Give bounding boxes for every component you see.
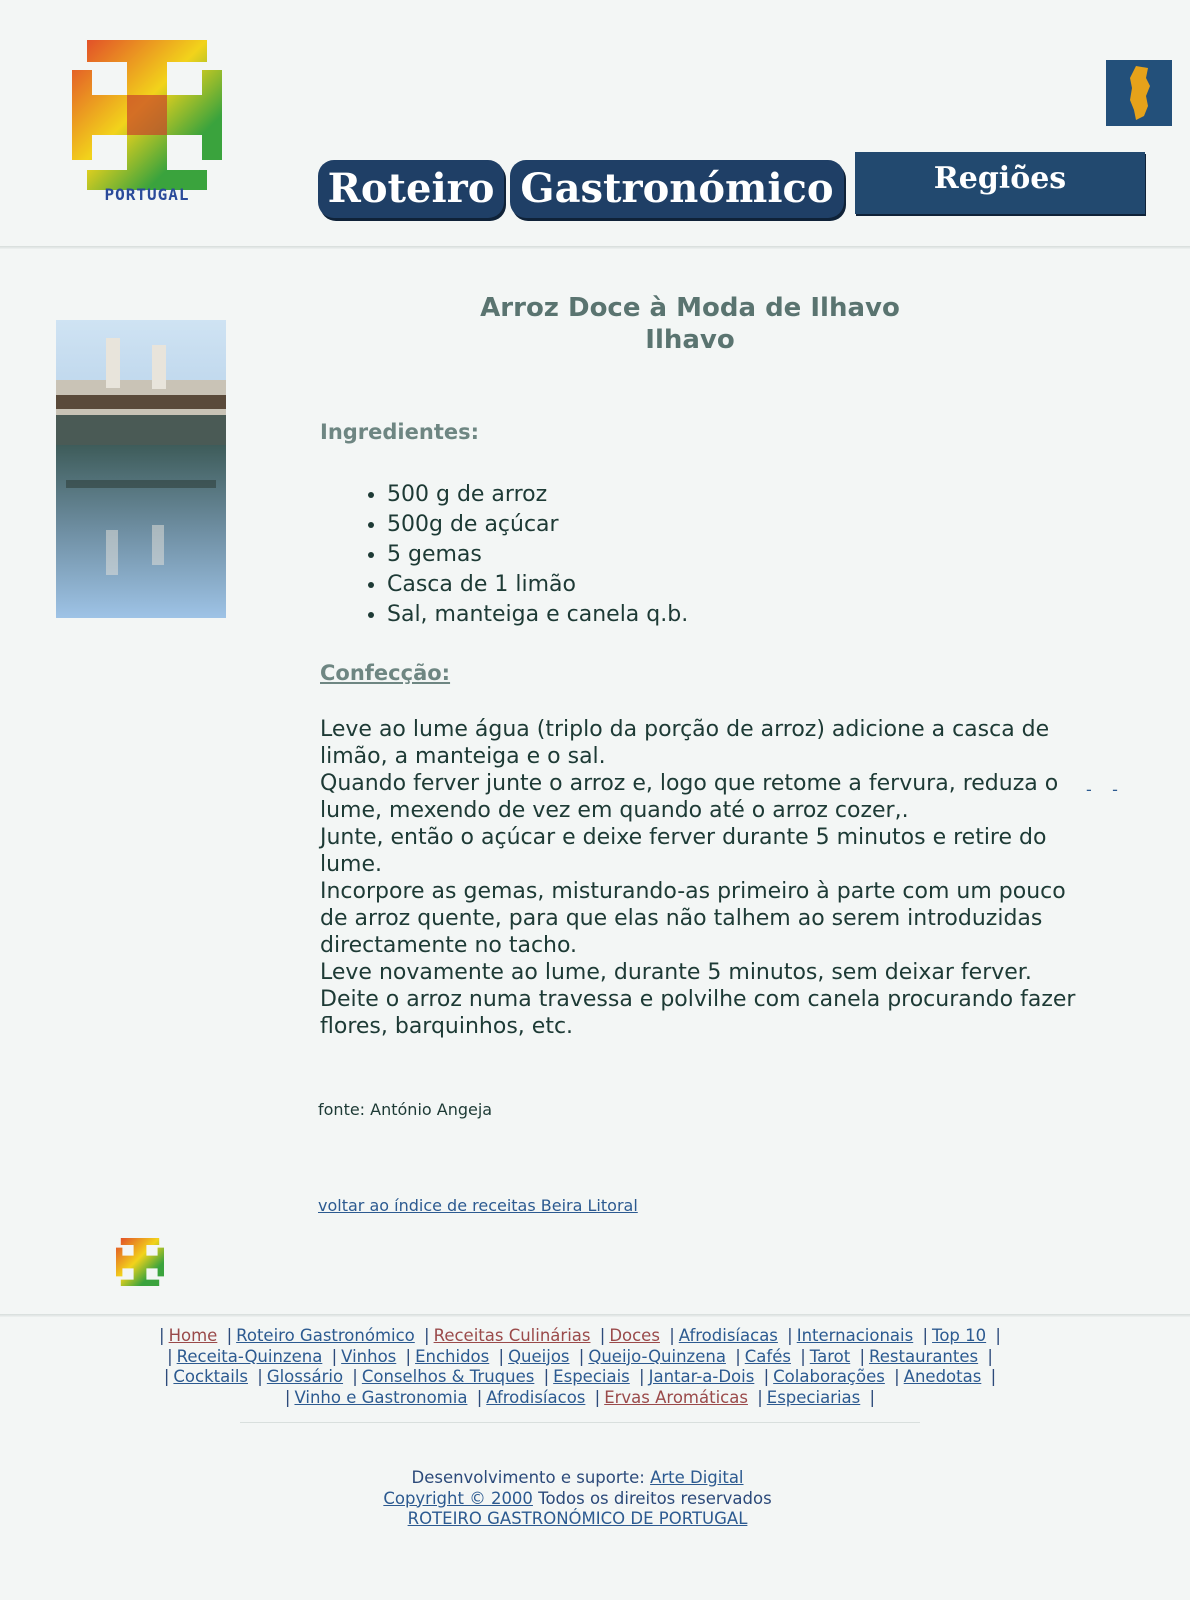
preparation-step: Leve novamente ao lume, durante 5 minutos, sem deixar ferver. (320, 960, 1032, 985)
nav-link-vinhos[interactable]: Vinhos (341, 1346, 397, 1366)
preparation-step: Deite o arroz numa travessa e polvilhe com canela procurando fazer flores, barquinhos, etc. (320, 987, 1076, 1039)
list-item: • Sal, manteiga e canela q.b. (387, 600, 688, 630)
nav-link-anedotas[interactable]: Anedotas (903, 1367, 982, 1386)
nav-link-especiarias[interactable]: Especiarias (766, 1387, 861, 1407)
nav-link-afrodisiacos[interactable]: Afrodisíacos (486, 1387, 586, 1407)
nav-link-home[interactable]: Home (168, 1326, 218, 1345)
footer-nav-row: | Vinho e Gastronomia | Afrodisíacos | Ervas Aromáticas | Especiarias | (284, 1387, 876, 1407)
footer-nav-row: | Home | Roteiro Gastronómico | Receitas Culinárias | Doces | Afrodisíacas | Internacionais | Top 10 | (159, 1326, 1001, 1345)
site-title-gastronomico: Gastronómico (510, 160, 844, 218)
portugal-map-icon[interactable] (1106, 60, 1172, 126)
nav-link-colaboracoes[interactable]: Colaborações (773, 1367, 885, 1386)
nav-link-roteiro[interactable]: Roteiro Gastronómico (236, 1326, 415, 1345)
dev-label: Desenvolvimento e suporte: (411, 1468, 651, 1487)
nav-link-vinho-gastronomia[interactable]: Vinho e Gastronomia (294, 1387, 468, 1407)
ilhavo-photo (56, 320, 226, 618)
footer-nav-row: | Receita-Quinzena | Vinhos | Enchidos | Queijos | Queijo-Quinzena | Cafés | Tarot | Restaurantes | (167, 1346, 993, 1366)
nav-link-tarot[interactable]: Tarot (809, 1346, 851, 1366)
list-item: • Casca de 1 limão (387, 570, 688, 600)
decorative-dash: - - (1086, 780, 1118, 799)
recipe-source: fonte: António Angeja (318, 1100, 493, 1119)
nav-link-glossario[interactable]: Glossário (266, 1367, 344, 1386)
nav-link-queijos[interactable]: Queijos (508, 1346, 570, 1366)
ingredients-heading: Ingredientes: (320, 420, 479, 444)
list-item: • 500 g de arroz (387, 480, 688, 510)
regions-button[interactable]: Regiões (855, 152, 1145, 214)
copyright-text: Todos os direitos reservados (532, 1488, 772, 1508)
back-to-index-link[interactable]: voltar ao índice de receitas Beira Litoral (318, 1196, 638, 1215)
list-item: • 5 gemas (387, 540, 688, 570)
header-divider (0, 246, 1190, 249)
nav-link-enchidos[interactable]: Enchidos (415, 1346, 490, 1366)
list-item: • 500g de açúcar (387, 510, 688, 540)
footer-divider (0, 1314, 1190, 1317)
preparation-step: Leve ao lume água (triplo da porção de arroz) adicione a casca de limão, a manteiga e o sal. (320, 717, 1050, 769)
nav-link-doces[interactable]: Doces (609, 1326, 660, 1345)
credits-copyright-line (0, 1489, 1155, 1510)
nav-link-receita-quinzena[interactable]: Receita-Quinzena (176, 1346, 323, 1366)
nav-link-restaurantes[interactable]: Restaurantes (869, 1346, 979, 1366)
credits (0, 1468, 1155, 1530)
preparation-heading: Confecção: (320, 661, 451, 685)
recipe-title: Arroz Doce à Moda de Ilhavo (480, 293, 900, 323)
recipe-title-block (320, 292, 1060, 356)
nav-link-receitas[interactable]: Receitas Culinárias (433, 1326, 591, 1345)
footer-rule (240, 1422, 920, 1423)
nav-link-especiais[interactable]: Especiais (553, 1367, 630, 1386)
nav-link-afrodisiacas[interactable]: Afrodisíacas (678, 1326, 778, 1345)
site-home-link[interactable]: ROTEIRO GASTRONÓMICO DE PORTUGAL (407, 1509, 748, 1528)
nav-link-cocktails[interactable]: Cocktails (173, 1367, 248, 1386)
ingredients-list (345, 480, 688, 630)
preparation-step: Incorpore as gemas, misturando-as primeiro à parte com um pouco de arroz quente, para que elas não talhem ao serem introduzidas directamente no tacho. (320, 879, 1066, 958)
logo-text: PORTUGAL (104, 185, 190, 204)
credits-dev-line (0, 1468, 1155, 1489)
nav-link-top10[interactable]: Top 10 (932, 1326, 987, 1345)
footer-nav-row: | Cocktails | Glossário | Conselhos & Truques | Especiais | Jantar-a-Dois | Colaborações | Anedotas | (163, 1367, 997, 1386)
nav-link-cafes[interactable]: Cafés (744, 1346, 791, 1366)
small-cross-logo[interactable] (115, 1238, 165, 1286)
nav-link-jantar-a-dois[interactable]: Jantar-a-Dois (648, 1367, 755, 1386)
site-title-roteiro: Roteiro (318, 160, 504, 218)
preparation-step: Quando ferver junte o arroz e, logo que retome a fervura, reduza o lume, mexendo de vez em quando até o arroz cozer,. (320, 771, 1059, 823)
recipe-location: Ilhavo (645, 325, 735, 355)
credits-site-line (0, 1509, 1155, 1530)
preparation-text (320, 716, 1080, 1040)
arte-digital-link[interactable]: Arte Digital (650, 1468, 744, 1487)
nav-link-ervas[interactable]: Ervas Aromáticas (604, 1387, 748, 1407)
nav-link-queijo-quinzena[interactable]: Queijo-Quinzena (588, 1346, 726, 1366)
nav-link-conselhos[interactable]: Conselhos & Truques (361, 1367, 535, 1386)
footer-nav (0, 1326, 1160, 1408)
preparation-step: Junte, então o açúcar e deixe ferver durante 5 minutos e retire do lume. (320, 825, 1047, 877)
copyright-link[interactable]: Copyright © 2000 (383, 1488, 533, 1508)
nav-link-internacionais[interactable]: Internacionais (796, 1326, 914, 1345)
